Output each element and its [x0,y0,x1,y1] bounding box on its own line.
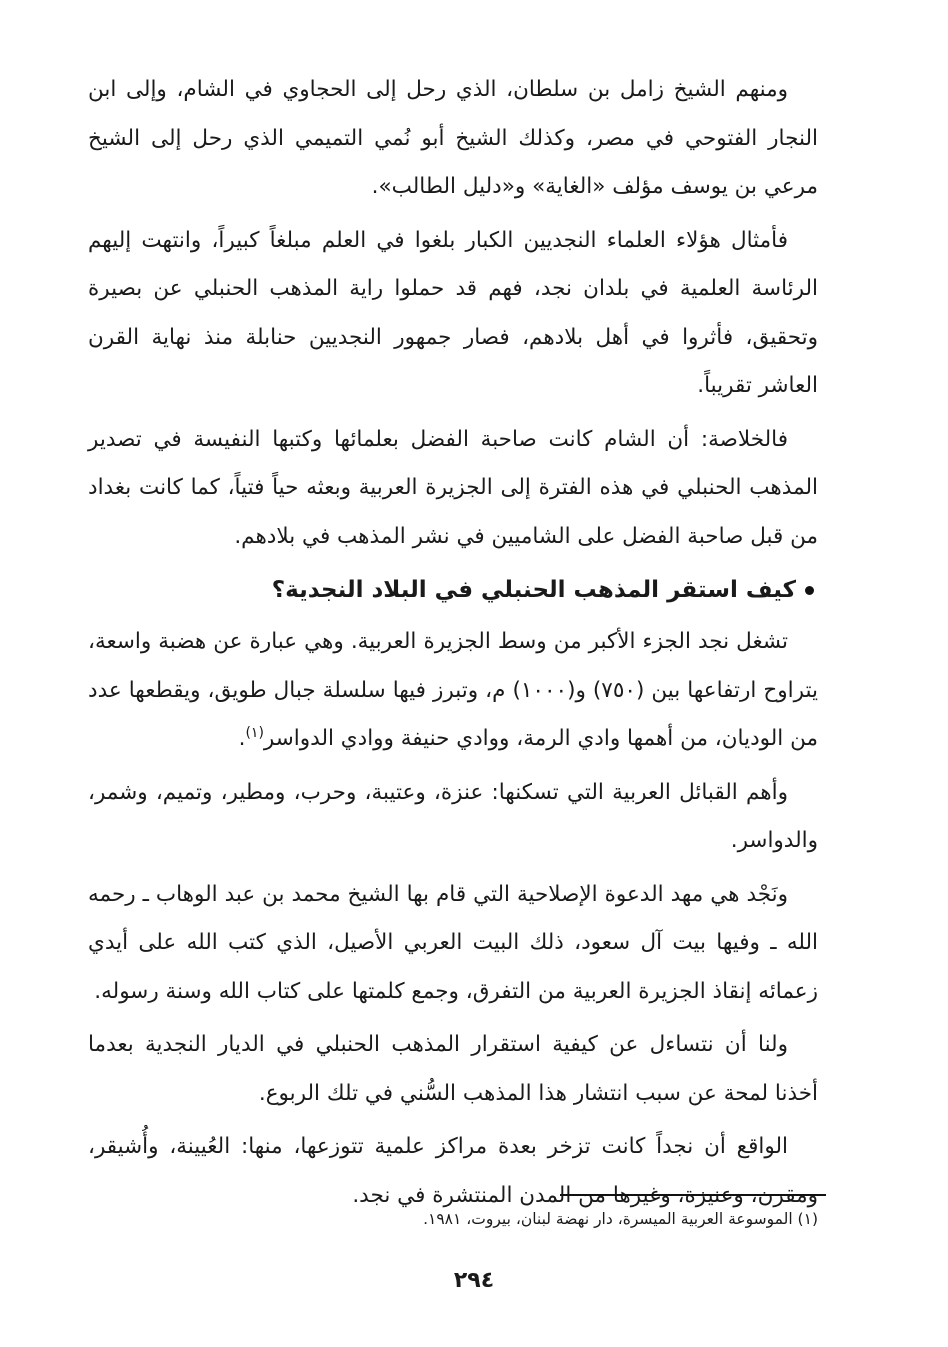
paragraph-tribes: وأهم القبائل العربية التي تسكنها: عنزة، وعتيبة، وحرب، ومطير، وتميم، وشمر، والدواسر. [88,779,818,853]
paragraph-question: ولنا أن نتساءل عن كيفية استقرار المذهب الحنبلي في الديار النجدية بعدما أخذنا لمحة عن سبب انتشار هذا المذهب السُّني في تلك الربوع. [88,1032,818,1106]
paragraph-scholars-travel: ومنهم الشيخ زامل بن سلطان، الذي رحل إلى الحجاوي في الشام، وإلى ابن النجار الفتوحي في مصر، وكذلك الشيخ أبو نُمي التميمي الذي رحل إلى الشيخ مرعي بن يوسف مؤلف «الغاية» و«دليل الطالب». [88,77,818,199]
section-heading-text: كيف استقر المذهب الحنبلي في البلاد النجدية؟ [271,577,796,603]
bullet-icon [805,586,814,595]
paragraph-reform-movement: ونَجْد هي مهد الدعوة الإصلاحية التي قام بها الشيخ محمد بن عبد الوهاب ـ رحمه الله ـ وفيها بيت آل سعود، ذلك البيت العربي الأصيل، الذي كتب الله على أيدي زعمائه إنقاذ الجزيرة العربية من التفرق، وجمع كلمتها على كتاب الله وسنة رسوله. [88,881,818,1004]
paragraph-najd-geography [88,618,818,764]
page-number: ٢٩٤ [453,1268,495,1293]
paragraph-scholarly-centers: الواقع أن نجداً كانت تزخر بعدة مراكز علمية تتوزعها، منها: العُيينة، وأُشيقر، ومقرن، وعنيزة، وغيرها من المدن المنتشرة في نجد. [88,1134,818,1208]
najd-geography-text: تشغل نجد الجزء الأكبر من وسط الجزيرة العربية. وهي عبارة عن هضبة واسعة، يتراوح ارتفاعها بين (٧٥٠) و(١٠٠٠) م، وتبرز فيها سلسلة جبال طويق، ويقطعها عدد من الوديان، من أهمها وادي الرمة، ووادي حنيفة ووادي الدواسر [88,629,818,751]
footnote-reference[interactable]: (١) [245,724,264,741]
paragraph-conclusion: فالخلاصة: أن الشام كانت صاحبة الفضل بعلمائها وكتبها النفيسة في تصدير المذهب الحنبلي في هذه الفترة إلى الجزيرة العربية وبعثه حياً فتياً، كما كانت بغداد من قبل صاحبة الفضل على الشاميين في نشر المذهب في بلادهم. [88,426,818,549]
section-heading [88,566,818,614]
footnote-divider [560,1194,826,1196]
najd-geography-end: . [238,726,246,751]
page-body [88,66,818,1225]
paragraph-najdi-scholars: فأمثال هؤلاء العلماء النجديين الكبار بلغوا في العلم مبلغاً كبيراً، وانتهت إليهم الرئاسة العلمية في بلدان نجد، فهم قد حملوا راية المذهب الحنبلي عن بصيرة وتحقيق، فأثروا في أهل بلادهم، فصار جمهور النجديين حنابلة منذ نهاية القرن العاشر تقريباً. [88,227,818,398]
footnote: (١) الموسوعة العربية الميسرة، دار نهضة لبنان، بيروت، ١٩٨١. [423,1210,818,1228]
